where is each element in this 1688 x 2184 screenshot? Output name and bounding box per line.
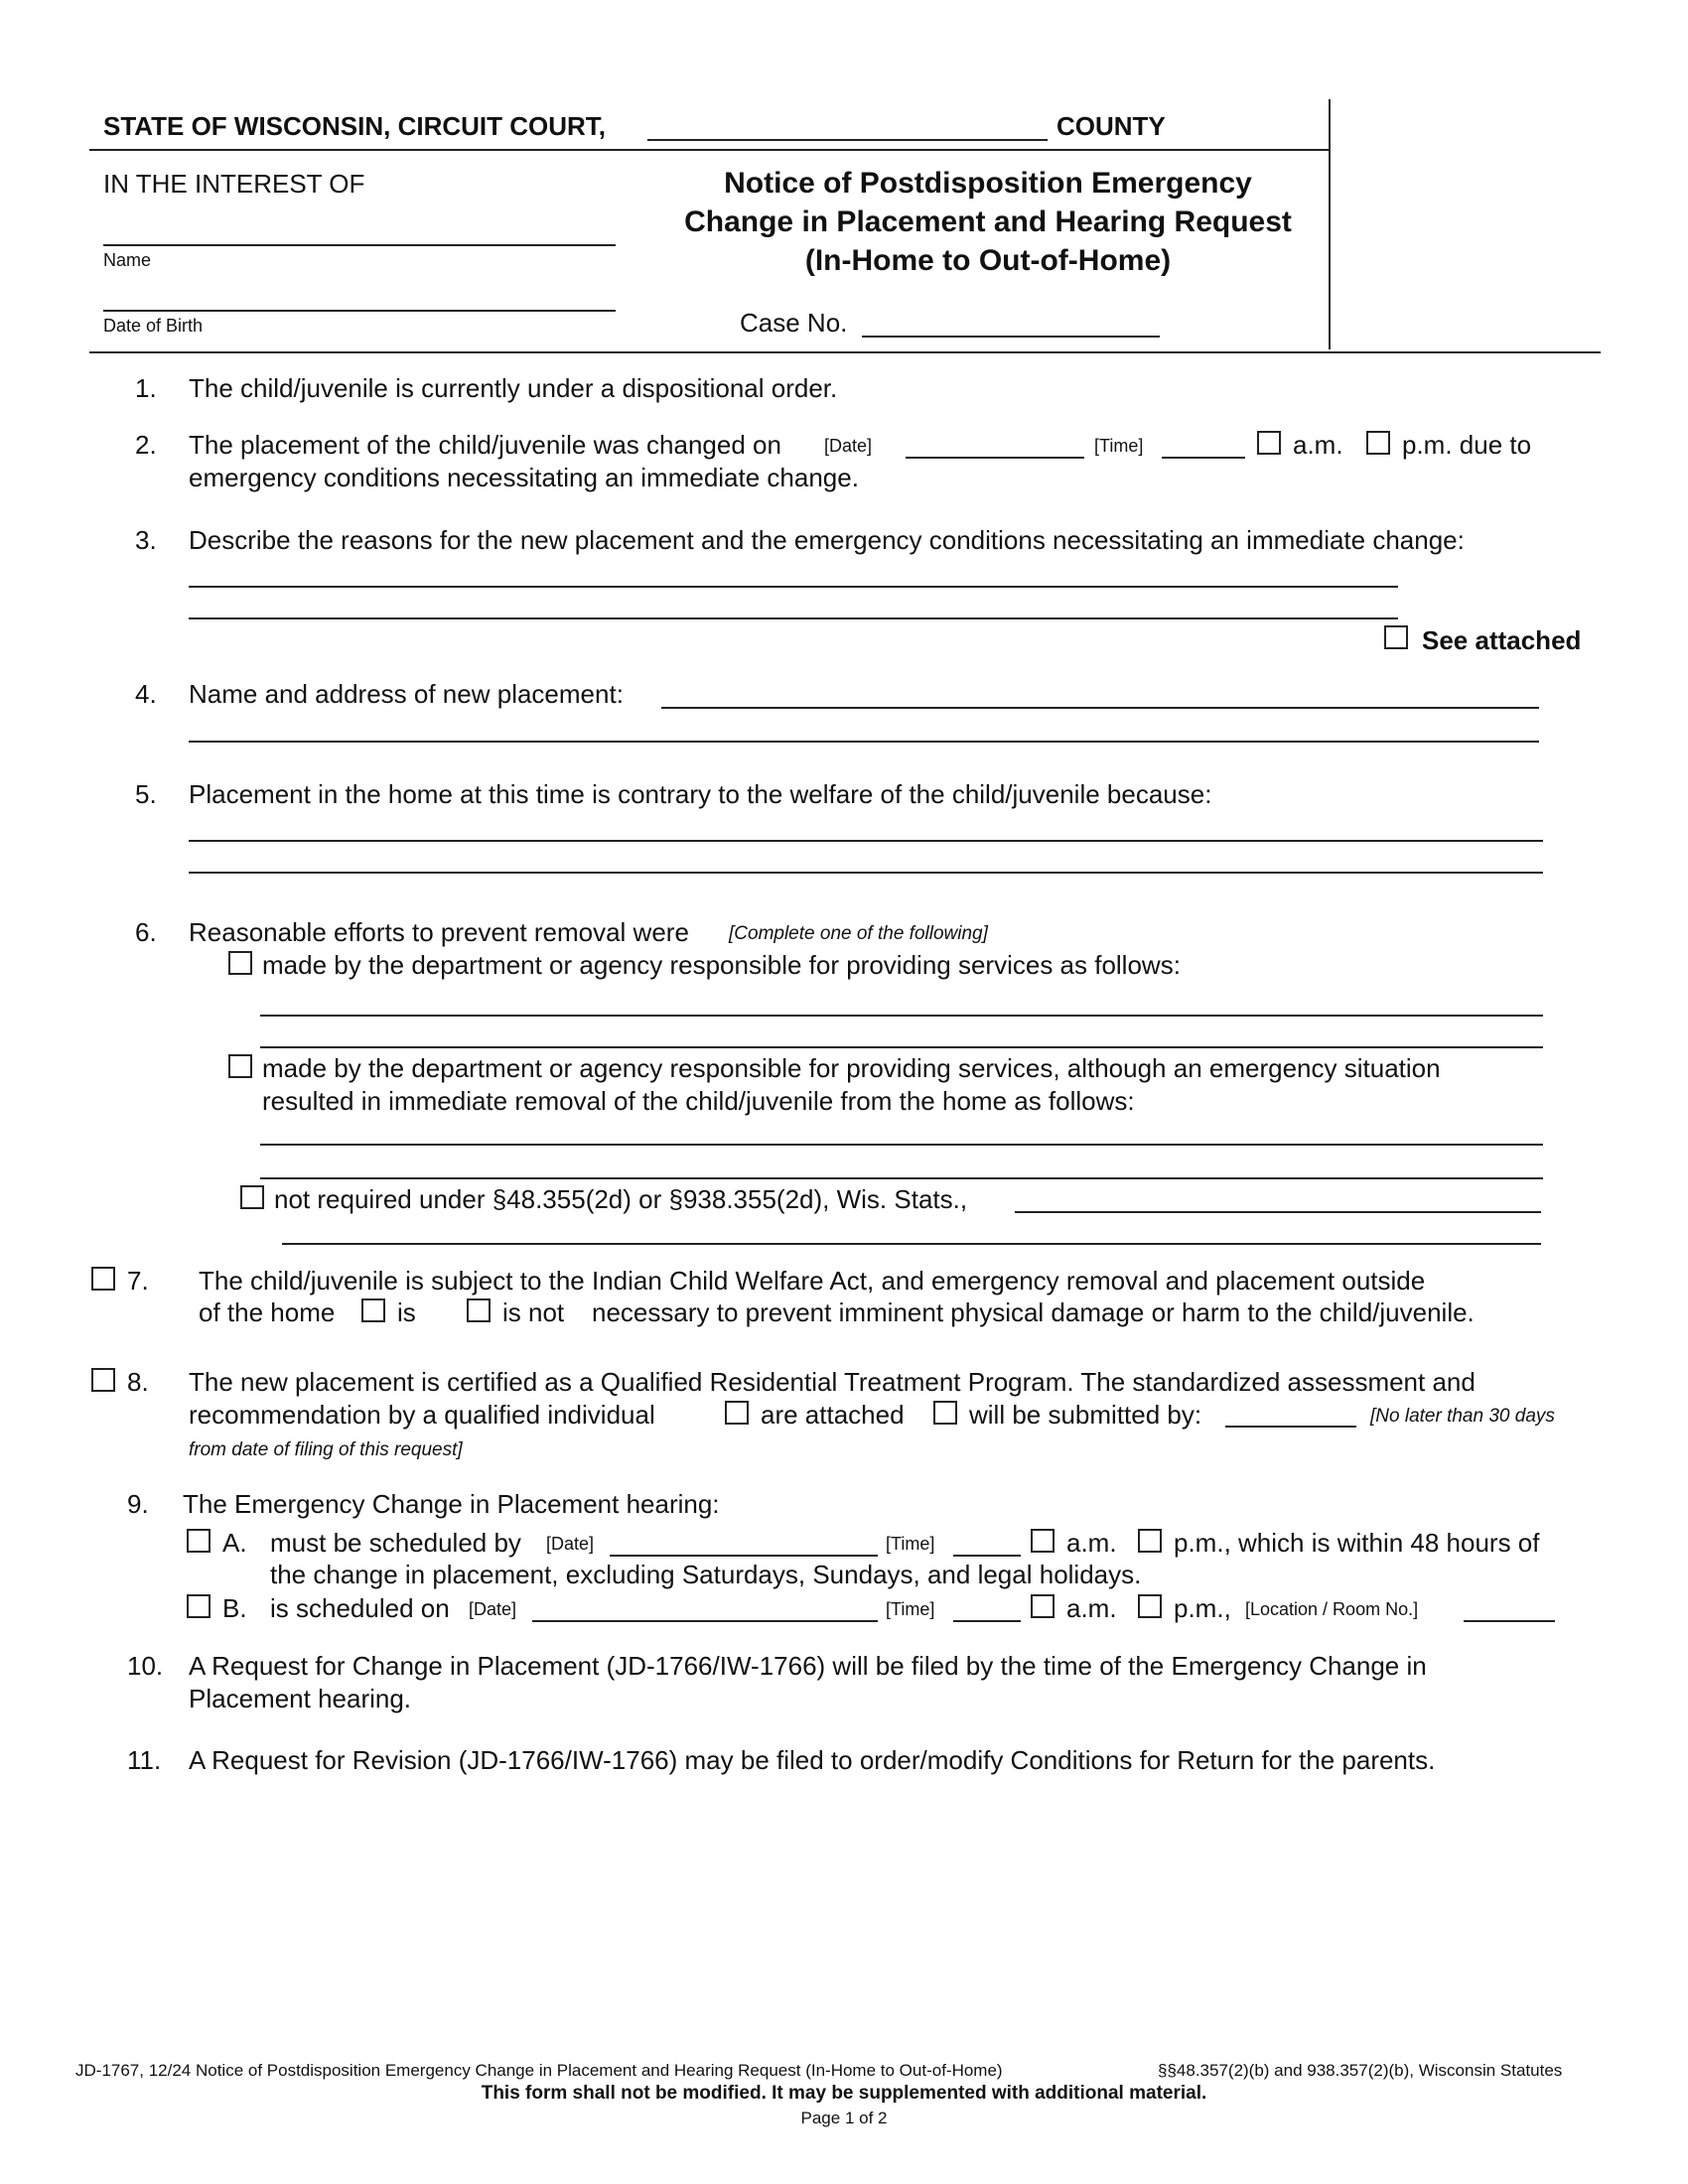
item-9b-pm-label: p.m., — [1174, 1593, 1231, 1623]
name-label: Name — [103, 250, 152, 270]
item-3-line-2[interactable] — [189, 617, 1398, 619]
item-8-submitted-date-field[interactable] — [1225, 1426, 1356, 1428]
item-1-text: The child/juvenile is currently under a dispositional order. — [189, 373, 838, 403]
item-8-checkbox[interactable] — [91, 1368, 115, 1392]
court-caption: STATE OF WISCONSIN, CIRCUIT COURT, — [103, 111, 607, 141]
item-7-is-checkbox[interactable] — [361, 1298, 385, 1322]
item-7-is-label: is — [397, 1297, 416, 1327]
item-6-note: [Complete one of the following] — [729, 923, 988, 944]
footer-page-number: Page 1 of 2 — [800, 2109, 888, 2127]
in-interest-label: IN THE INTEREST OF — [103, 169, 365, 199]
item-5-line-2[interactable] — [189, 872, 1543, 874]
item-7-text: The child/juvenile is subject to the Indian Child Welfare Act, and emergency removal and placement outside — [199, 1266, 1426, 1296]
item-11-text: A Request for Revision (JD-1766/IW-1766) may be filed to order/modify Conditions for Return for the parents. — [189, 1745, 1436, 1775]
item-9a-pm-label: p.m., which is within 48 hours of — [1174, 1528, 1540, 1558]
item-9b-location-label: [Location / Room No.] — [1245, 1599, 1419, 1619]
item-9b-label: B. — [222, 1593, 247, 1623]
item-4-text: Name and address of new placement: — [189, 679, 624, 709]
case-no-label: Case No. — [740, 308, 848, 338]
item-8-text-b: recommendation by a qualified individual — [189, 1400, 655, 1430]
item-10-number: 10. — [127, 1651, 164, 1681]
item-1-number: 1. — [135, 373, 157, 403]
item-10-text-cont: Placement hearing. — [189, 1684, 412, 1713]
item-8-attached-label: are attached — [761, 1400, 905, 1430]
title-line-1: Notice of Postdisposition Emergency — [724, 167, 1252, 200]
footer-form-id: JD-1767, 12/24 Notice of Postdisposition Emergency Change in Placement and Hearing Request (In-Home to Out-of-Home) — [75, 2061, 1003, 2080]
item-7-text-c: necessary to prevent imminent physical damage or harm to the child/juvenile. — [592, 1297, 1475, 1327]
item-9a-date-label: [Date] — [546, 1534, 595, 1554]
item-6-option-2-line-1[interactable] — [260, 1144, 1543, 1146]
item-7-is-not-checkbox[interactable] — [467, 1298, 491, 1322]
item-7-checkbox[interactable] — [91, 1267, 115, 1291]
header-divider-top — [89, 149, 1329, 151]
item-6-option-2-checkbox[interactable] — [228, 1054, 252, 1078]
footer-statutes: §§48.357(2)(b) and 938.357(2)(b), Wisconsin Statutes — [1158, 2061, 1563, 2080]
header-divider-bottom — [89, 351, 1601, 353]
county-field[interactable] — [647, 139, 1048, 141]
item-6-option-3-checkbox[interactable] — [240, 1185, 264, 1209]
dob-label: Date of Birth — [103, 316, 204, 336]
item-5-line-1[interactable] — [189, 840, 1543, 842]
item-6-option-1-text: made by the department or agency responsible for providing services as follows: — [262, 950, 1181, 980]
item-10-text: A Request for Change in Placement (JD-1766/IW-1766) will be filed by the time of the Emergency Change in — [189, 1651, 1427, 1681]
item-5-text: Placement in the home at this time is contrary to the welfare of the child/juvenile because: — [189, 779, 1212, 809]
item-8-number: 8. — [127, 1367, 149, 1397]
item-9a-pm-checkbox[interactable] — [1138, 1529, 1162, 1553]
item-2-text: The placement of the child/juvenile was changed on — [189, 430, 781, 460]
item-9-number: 9. — [127, 1489, 149, 1519]
item-6-option-2-text-cont: resulted in immediate removal of the child/juvenile from the home as follows: — [262, 1086, 1135, 1116]
item-2-am-checkbox[interactable] — [1257, 431, 1281, 455]
item-9a-time-label: [Time] — [886, 1534, 935, 1554]
item-3-line-1[interactable] — [189, 586, 1398, 588]
item-7-is-not-label: is not — [502, 1297, 565, 1327]
item-2-time-label: [Time] — [1094, 436, 1144, 456]
item-2-number: 2. — [135, 430, 157, 460]
item-6-option-1-line-2[interactable] — [260, 1046, 1543, 1048]
item-8-note: [No later than 30 days — [1370, 1406, 1555, 1427]
item-2-am-label: a.m. — [1293, 430, 1343, 460]
item-6-text: Reasonable efforts to prevent removal were — [189, 917, 689, 947]
item-6-option-2-line-2[interactable] — [260, 1177, 1543, 1179]
item-11-number: 11. — [127, 1745, 162, 1775]
item-7-text-b: of the home — [199, 1297, 336, 1327]
footer-notice: This form shall not be modified. It may be supplemented with additional material. — [481, 2083, 1207, 2104]
item-6-option-3-line-2[interactable] — [282, 1243, 1541, 1245]
item-9a-label: A. — [222, 1528, 247, 1558]
item-2-date-label: [Date] — [824, 436, 873, 456]
item-6-option-3-line-1[interactable] — [1015, 1211, 1541, 1213]
item-9a-checkbox[interactable] — [187, 1529, 211, 1553]
title-line-3: (In-Home to Out-of-Home) — [804, 244, 1172, 277]
item-9b-date-field[interactable] — [532, 1620, 878, 1622]
item-9b-time-field[interactable] — [953, 1620, 1021, 1622]
item-2-date-field[interactable] — [906, 457, 1084, 459]
item-6-option-1-line-1[interactable] — [260, 1015, 1543, 1017]
item-9a-text-cont: the change in placement, excluding Saturdays, Sundays, and legal holidays. — [270, 1560, 1142, 1589]
dob-field[interactable] — [103, 310, 616, 312]
item-6-option-3-text: not required under §48.355(2d) or §938.355(2d), Wis. Stats., — [274, 1184, 968, 1214]
item-9b-am-label: a.m. — [1066, 1593, 1117, 1623]
case-no-field[interactable] — [862, 336, 1160, 338]
see-attached-label: See attached — [1422, 625, 1582, 655]
item-3-text: Describe the reasons for the new placement and the emergency conditions necessitating an immediate change: — [189, 525, 1465, 555]
item-8-text: The new placement is certified as a Qualified Residential Treatment Program. The standardized assessment and — [189, 1367, 1476, 1397]
item-4-number: 4. — [135, 679, 157, 709]
item-9b-location-field[interactable] — [1464, 1620, 1555, 1622]
see-attached-checkbox[interactable] — [1384, 625, 1408, 649]
item-9a-time-field[interactable] — [953, 1555, 1021, 1557]
item-4-line-2[interactable] — [189, 741, 1539, 743]
item-9a-am-checkbox[interactable] — [1031, 1529, 1055, 1553]
item-9b-date-label: [Date] — [469, 1599, 517, 1619]
item-2-text-cont: emergency conditions necessitating an immediate change. — [189, 463, 859, 492]
item-7-number: 7. — [127, 1266, 149, 1296]
item-9a-am-label: a.m. — [1066, 1528, 1117, 1558]
item-9b-pm-checkbox[interactable] — [1138, 1594, 1162, 1618]
item-6-option-2-text: made by the department or agency responsible for providing services, although an emergency situation — [262, 1053, 1441, 1083]
item-9-text: The Emergency Change in Placement hearing: — [183, 1489, 720, 1519]
item-2-time-field[interactable] — [1162, 457, 1245, 459]
item-9b-checkbox[interactable] — [187, 1594, 211, 1618]
county-label: COUNTY — [1056, 111, 1166, 141]
item-8-submitted-label: will be submitted by: — [969, 1400, 1202, 1430]
name-field[interactable] — [103, 244, 616, 246]
item-5-number: 5. — [135, 779, 157, 809]
item-9a-text: must be scheduled by — [270, 1528, 521, 1558]
item-4-line-1[interactable] — [661, 707, 1539, 709]
title-line-2: Change in Placement and Hearing Request — [684, 205, 1292, 238]
item-9b-time-label: [Time] — [886, 1599, 935, 1619]
item-8-submitted-checkbox[interactable] — [933, 1401, 957, 1425]
item-3-number: 3. — [135, 525, 157, 555]
item-8-attached-checkbox[interactable] — [725, 1401, 749, 1425]
item-6-number: 6. — [135, 917, 157, 947]
item-8-note-cont: from date of filing of this request] — [189, 1439, 463, 1460]
item-2-pm-label: p.m. due to — [1402, 430, 1532, 460]
item-9b-text: is scheduled on — [270, 1593, 450, 1623]
item-6-option-1-checkbox[interactable] — [228, 951, 252, 975]
item-2-pm-checkbox[interactable] — [1366, 431, 1390, 455]
item-9b-am-checkbox[interactable] — [1031, 1594, 1055, 1618]
item-9a-date-field[interactable] — [610, 1555, 878, 1557]
